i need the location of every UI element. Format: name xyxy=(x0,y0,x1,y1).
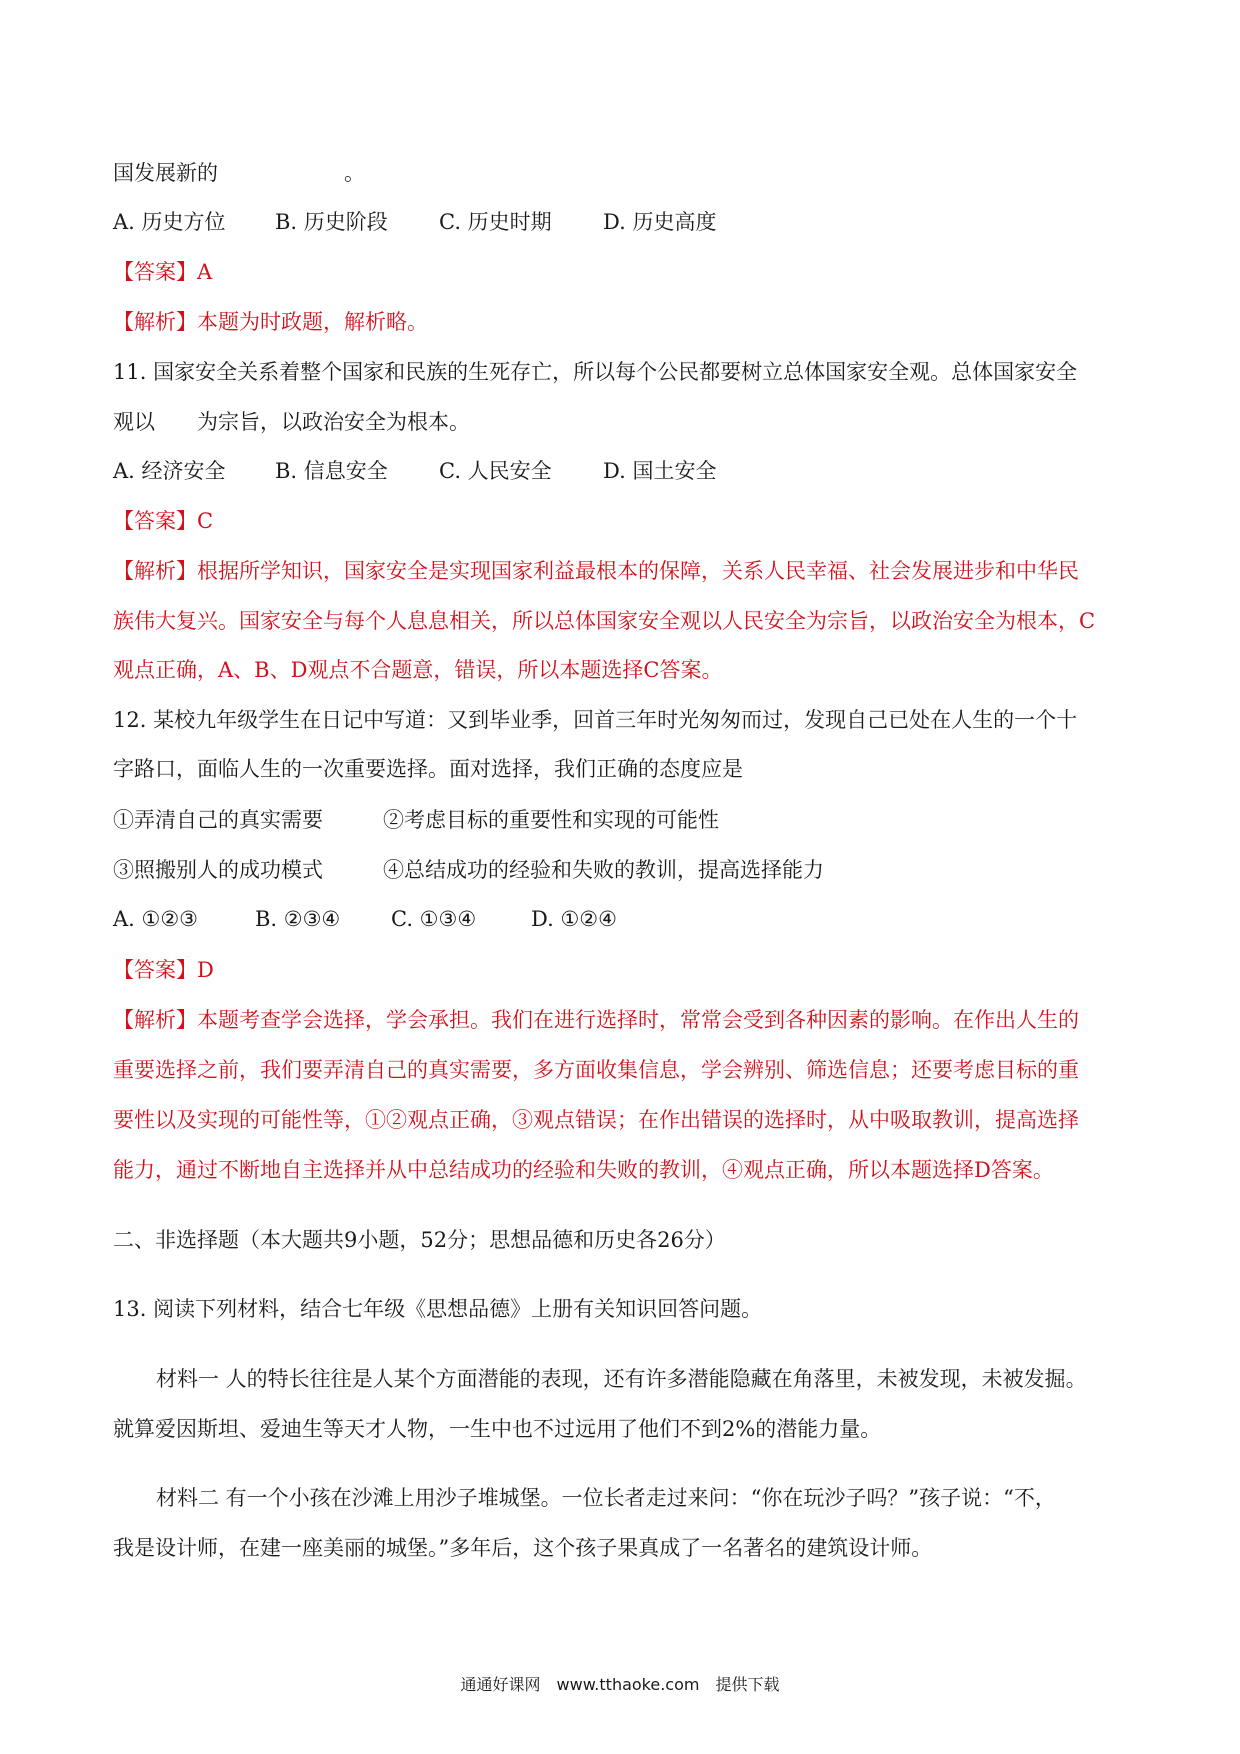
q11-stem-line2: 观以 为宗旨，以政治安全为根本。 xyxy=(113,410,470,434)
q11-options xyxy=(113,456,716,486)
q13-stem: 13. 阅读下列材料，结合七年级《思想品德》上册有关知识回答问题。 xyxy=(113,1297,763,1321)
q10-options xyxy=(113,207,716,237)
q12-items-row2 xyxy=(113,855,824,885)
q10-analysis: 【解析】本题为时政题，解析略。 xyxy=(113,310,428,334)
q10-option-b: B. 历史阶段 xyxy=(275,210,388,234)
q12-item-1: ①弄清自己的真实需要 xyxy=(113,808,323,832)
q12-item-4: ④总结成功的经验和失败的教训，提高选择能力 xyxy=(383,858,824,882)
q12-item-3: ③照搬别人的成功模式 xyxy=(113,858,323,882)
page-footer: 通通好课网 www.tthaoke.com 提供下载 xyxy=(460,1675,780,1694)
q12-options xyxy=(113,904,617,934)
q11-stem-line1: 11. 国家安全关系着整个国家和民族的生死存亡，所以每个公民都要树立总体国家安全观。总体国家安全 xyxy=(113,360,1078,384)
material1-line2: 就算爱因斯坦、爱迪生等天才人物，一生中也不过远用了他们不到2%的潜能力量。 xyxy=(113,1417,882,1441)
q12-items-row1 xyxy=(113,805,719,835)
material2-line1: 材料二 有一个小孩在沙滩上用沙子堆城堡。一位长者走过来问：“你在玩沙子吗？”孩子说：“不， xyxy=(156,1486,1056,1510)
q12-analysis-line4: 能力，通过不断地自主选择并从中总结成功的经验和失败的教训，④观点正确，所以本题选择D答案。 xyxy=(113,1158,1054,1182)
q12-analysis-line3: 要性以及实现的可能性等，①②观点正确，③观点错误；在作出错误的选择时，从中吸取教训，提高选择 xyxy=(113,1108,1079,1132)
q12-stem-line2: 字路口，面临人生的一次重要选择。面对选择，我们正确的态度应是 xyxy=(113,757,743,781)
material1-line1: 材料一 人的特长往往是人某个方面潜能的表现，还有许多潜能隐藏在角落里，未被发现，未被发掘。 xyxy=(156,1367,1087,1391)
q12-item-2: ②考虑目标的重要性和实现的可能性 xyxy=(383,808,719,832)
q11-answer: 【答案】C xyxy=(113,509,214,533)
q11-analysis-line1: 【解析】根据所学知识，国家安全是实现国家利益最根本的保障，关系人民幸福、社会发展进步和中华民 xyxy=(113,559,1079,583)
q10-option-c: C. 历史时期 xyxy=(439,210,552,234)
q11-option-c: C. 人民安全 xyxy=(439,459,552,483)
q12-stem-line1: 12. 某校九年级学生在日记中写道：又到毕业季，回首三年时光匆匆而过，发现自己已处在人生的一个十 xyxy=(113,708,1078,732)
q12-analysis-line2: 重要选择之前，我们要弄清自己的真实需要，多方面收集信息，学会辨别、筛选信息；还要考虑目标的重 xyxy=(113,1058,1079,1082)
q12-option-c: C. ①③④ xyxy=(391,907,477,931)
section-heading: 二、非选择题（本大题共9小题，52分；思想品德和历史各26分） xyxy=(113,1228,726,1252)
q10-option-d: D. 历史高度 xyxy=(603,210,717,234)
q11-option-d: D. 国土安全 xyxy=(603,459,717,483)
q11-option-b: B. 信息安全 xyxy=(275,459,388,483)
q10-tail: 国发展新的 。 xyxy=(113,161,365,185)
q12-analysis-line1: 【解析】本题考查学会选择，学会承担。我们在进行选择时，常常会受到各种因素的影响。在作出人生的 xyxy=(113,1008,1079,1032)
q12-option-b: B. ②③④ xyxy=(255,907,341,931)
q12-option-d: D. ①②④ xyxy=(531,907,617,931)
q11-option-a: A. 经济安全 xyxy=(113,459,226,483)
q11-analysis-line3: 观点正确，A、B、D观点不合题意，错误，所以本题选择C答案。 xyxy=(113,658,723,682)
q12-option-a: A. ①②③ xyxy=(113,907,198,931)
q11-analysis-line2: 族伟大复兴。国家安全与每个人息息相关，所以总体国家安全观以人民安全为宗旨，以政治安全为根本，C xyxy=(113,609,1096,633)
q10-answer: 【答案】A xyxy=(113,260,213,284)
material2-line2: 我是设计师，在建一座美丽的城堡。”多年后，这个孩子果真成了一名著名的建筑设计师。 xyxy=(113,1536,933,1560)
q10-option-a: A. 历史方位 xyxy=(113,210,226,234)
q12-answer: 【答案】D xyxy=(113,958,214,982)
